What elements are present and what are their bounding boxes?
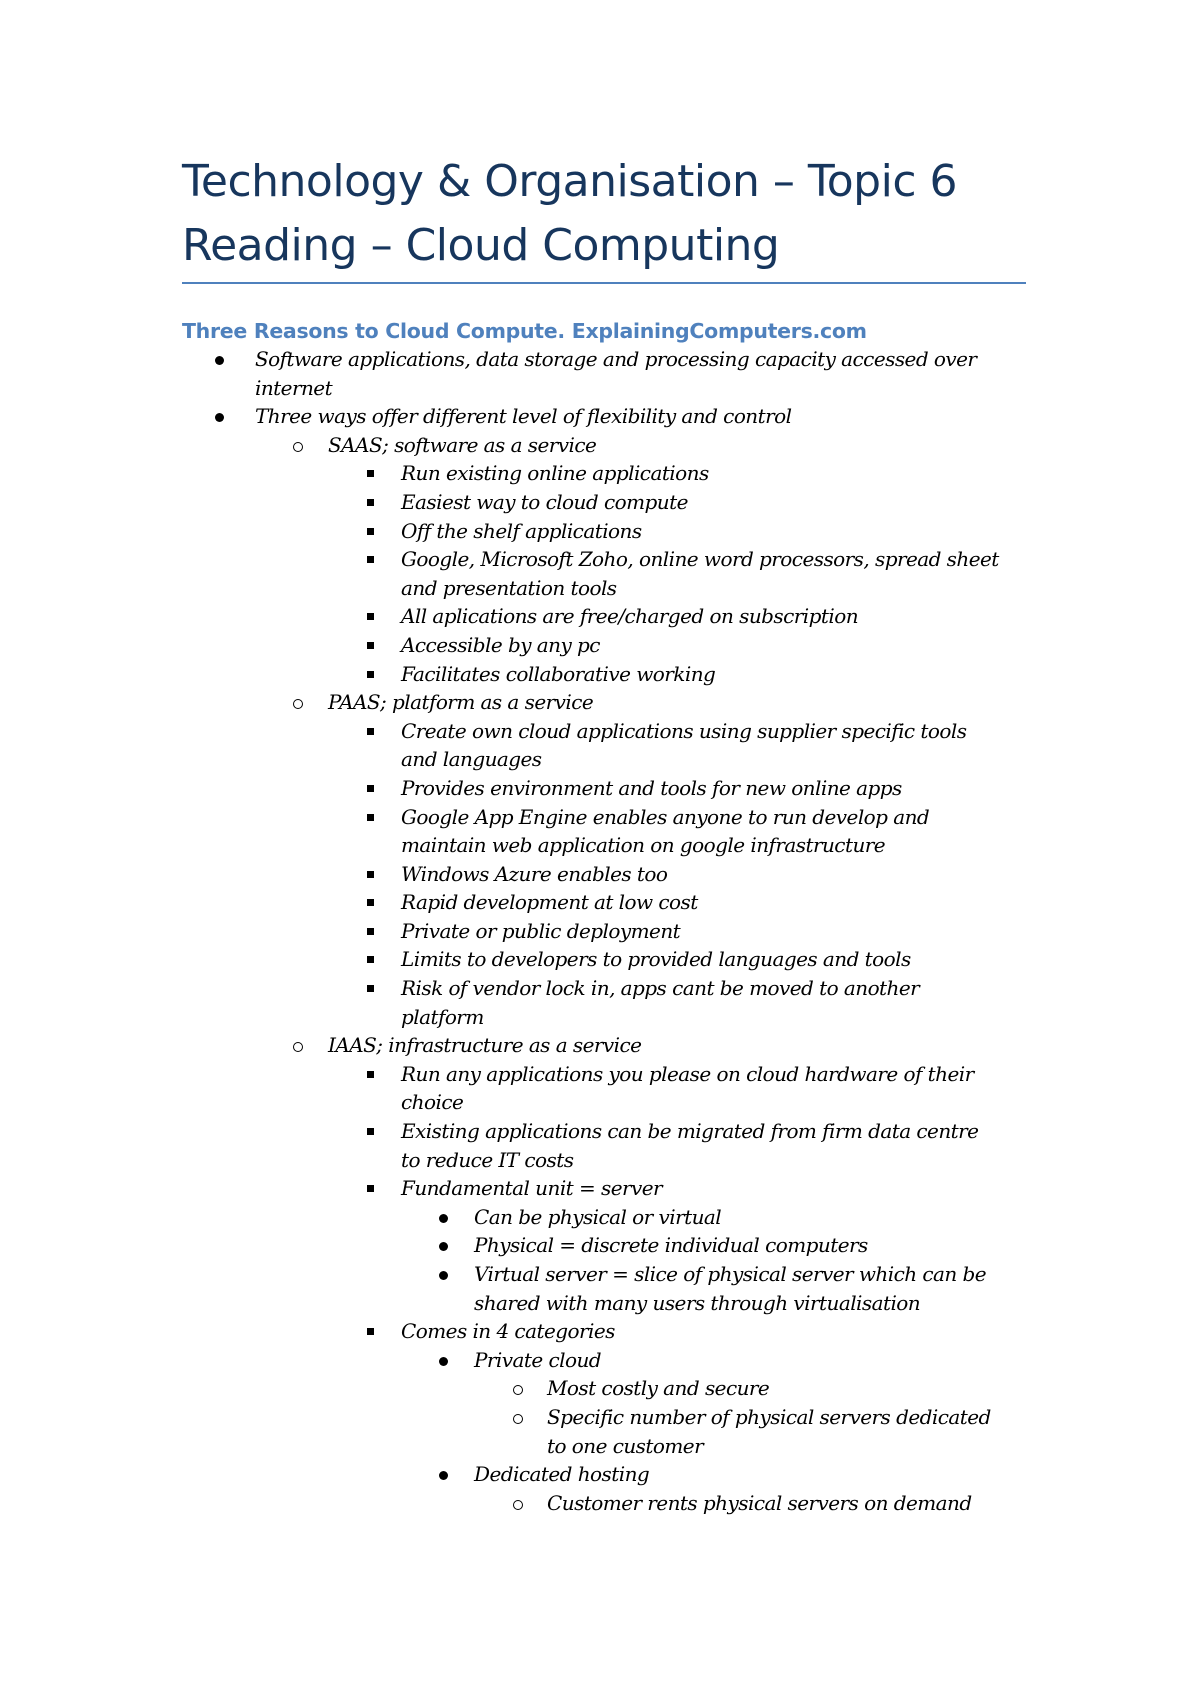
- title-divider: [182, 282, 1026, 284]
- list-item-text: Off the shelf applications: [401, 518, 642, 543]
- list-item-text: to one customer: [547, 1433, 704, 1458]
- list-item-text: Can be physical or virtual: [474, 1204, 722, 1229]
- list-item: [0, 1231, 1200, 1260]
- list-item-text: Google App Engine enables anyone to run develop and: [401, 804, 930, 829]
- list-item: [0, 688, 1200, 717]
- list-item: [0, 517, 1200, 546]
- list-item-text: Comes in 4 categories: [401, 1319, 615, 1344]
- list-item: [0, 602, 1200, 631]
- list-item-text: Risk of vendor lock in, apps cant be moved to another: [401, 976, 920, 1001]
- list-item-text: and presentation tools: [401, 575, 617, 600]
- list-item: [0, 545, 1200, 602]
- list-item-text: maintain web application on google infrastructure: [401, 833, 886, 858]
- list-item-text: Private or public deployment: [401, 918, 681, 943]
- list-item: [0, 1174, 1200, 1203]
- list-item: [0, 1117, 1200, 1174]
- list-item: [0, 888, 1200, 917]
- list-item: [0, 1403, 1200, 1460]
- list-item: [0, 860, 1200, 889]
- list-item: [0, 488, 1200, 517]
- list-item: [0, 1031, 1200, 1060]
- list-item-text: Facilitates collaborative working: [401, 661, 716, 686]
- list-item: [0, 431, 1200, 460]
- list-item-text: IAAS; infrastructure as a service: [328, 1033, 642, 1058]
- list-item-text: PAAS; platform as a service: [328, 690, 594, 715]
- list-item-text: Windows Azure enables too: [401, 861, 668, 886]
- list-item-text: Fundamental unit = server: [401, 1176, 663, 1201]
- list-item: [0, 1489, 1200, 1518]
- list-item-text: Virtual server = slice of physical server which can be: [474, 1262, 987, 1286]
- list-item: [0, 774, 1200, 803]
- list-item-text: Easiest way to cloud compute: [401, 489, 688, 514]
- list-item-text: Software applications, data storage and processing capacity accessed over: [255, 347, 977, 371]
- list-item-text: Most costly and secure: [547, 1376, 770, 1401]
- list-item: [0, 917, 1200, 946]
- list-item-text: Physical = discrete individual computers: [474, 1233, 868, 1258]
- list-item-text: SAAS; software as a service: [328, 432, 597, 457]
- list-item: [0, 345, 1200, 402]
- list-item: [0, 631, 1200, 660]
- list-item-text: Accessible by any pc: [401, 632, 600, 657]
- list-item-text: Private cloud: [474, 1347, 602, 1372]
- list-item: [0, 974, 1200, 1031]
- list-item: [0, 945, 1200, 974]
- list-item-text: Run any applications you please on cloud hardware of their: [401, 1061, 974, 1086]
- notes-outline: [0, 345, 1200, 1517]
- page-title: [182, 150, 1032, 278]
- list-item: [0, 459, 1200, 488]
- list-item-text: and languages: [401, 747, 542, 772]
- list-item-text: choice: [401, 1090, 464, 1115]
- list-item-text: Rapid development at low cost: [401, 890, 698, 915]
- list-item: [0, 1317, 1200, 1346]
- list-item-text: Run existing online applications: [401, 461, 709, 486]
- list-item-text: Limits to developers to provided languages and tools: [401, 947, 911, 972]
- list-item-text: Existing applications can be migrated from firm data centre: [401, 1119, 979, 1144]
- list-item: [0, 402, 1200, 431]
- list-item: [0, 803, 1200, 860]
- list-item: [0, 1460, 1200, 1489]
- list-item-text: Three ways offer different level of flexibility and control: [255, 404, 792, 429]
- list-item-text: Create own cloud applications using supplier specific tools: [401, 718, 967, 743]
- list-item-text: shared with many users through virtualisation: [474, 1290, 921, 1315]
- list-item-text: Google, Microsoft Zoho, online word processors, spread sheet: [401, 547, 999, 572]
- list-item-text: to reduce IT costs: [401, 1147, 574, 1172]
- list-item-text: internet: [255, 375, 333, 400]
- list-item: [0, 1260, 1200, 1317]
- list-item: [0, 660, 1200, 689]
- list-item: [0, 1203, 1200, 1232]
- list-item-text: platform: [401, 1004, 484, 1029]
- list-item: [0, 1346, 1200, 1375]
- list-item-text: Specific number of physical servers dedicated: [547, 1404, 991, 1429]
- list-item-text: Dedicated hosting: [474, 1462, 650, 1487]
- page-title-line-1: Technology & Organisation – Topic 6: [182, 156, 957, 207]
- list-item: [0, 1374, 1200, 1403]
- list-item: [0, 1060, 1200, 1117]
- list-item-text: All aplications are free/charged on subscription: [401, 604, 859, 629]
- list-item: [0, 717, 1200, 774]
- section-heading: Three Reasons to Cloud Compute. ExplainingComputers.com: [182, 319, 867, 343]
- list-item-text: Customer rents physical servers on demand: [547, 1490, 972, 1515]
- page-title-line-2: Reading – Cloud Computing: [182, 220, 780, 271]
- list-item-text: Provides environment and tools for new online apps: [401, 775, 902, 800]
